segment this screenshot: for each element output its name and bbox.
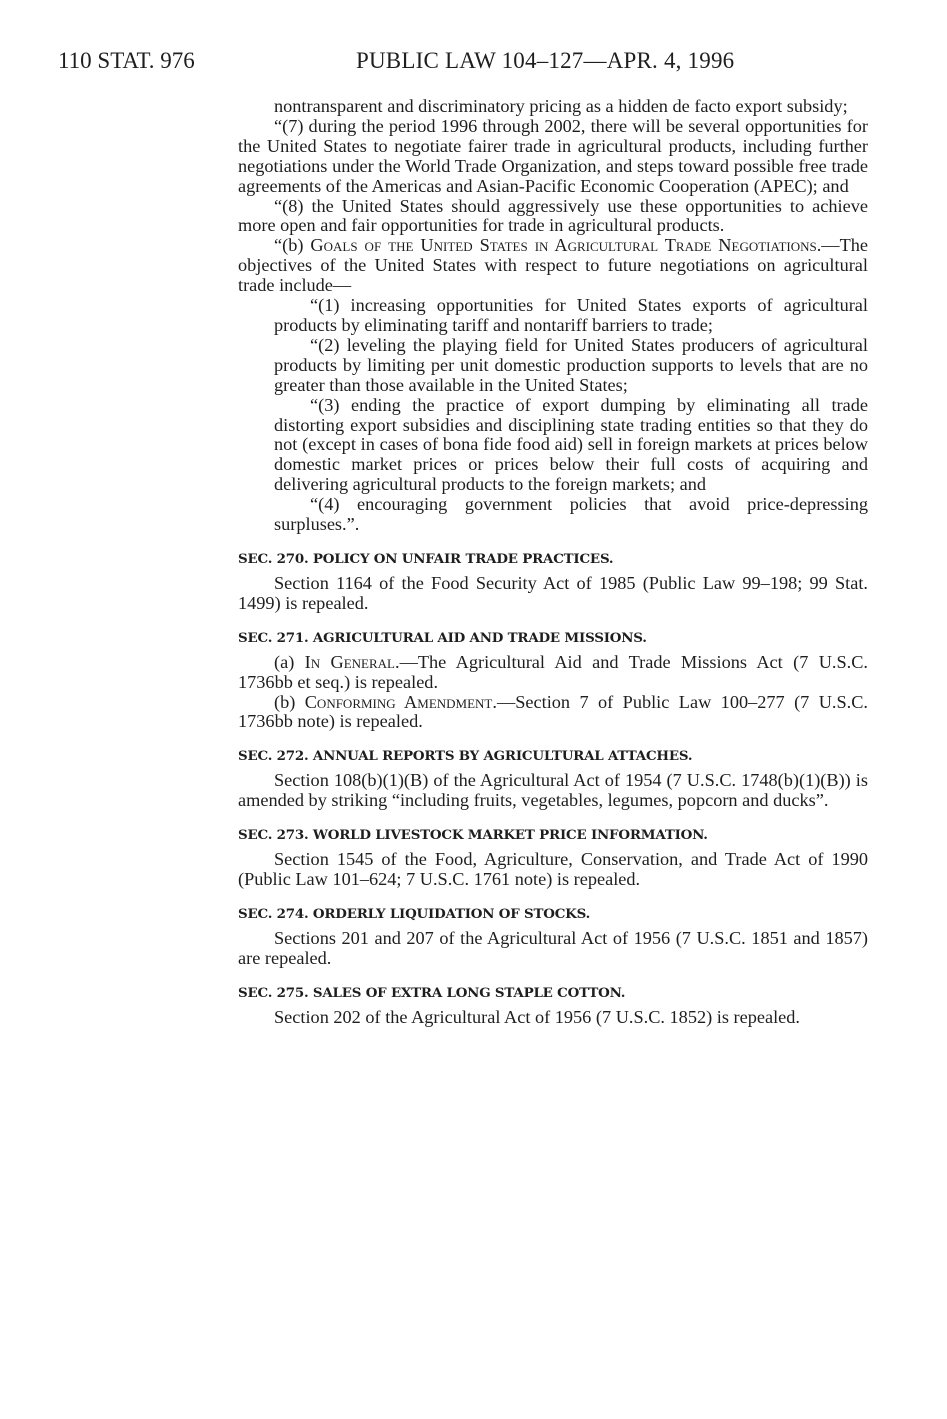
paragraph-8: “(8) the United States should aggressively use these opportunities to achieve more open and fair opportunities for trade in agricultural products. <box>238 195 868 236</box>
subsection-b-heading: Goals of the United States in Agricultural Trade Negotiations. <box>310 235 822 256</box>
section-271-a-heading: In General. <box>304 651 400 672</box>
section-271-b-heading: Conforming Amendment. <box>304 691 497 712</box>
section-273-text: Section 1545 of the Food, Agriculture, Conservation, and Trade Act of 1990 (Public Law 101–624; 7 U.S.C. 1761 note) is repealed. <box>238 849 868 890</box>
section-274-text: Sections 201 and 207 of the Agricultural Act of 1956 (7 U.S.C. 1851 and 1857) are repealed. <box>238 928 868 968</box>
section-270-text: Section 1164 of the Food Security Act of 1985 (Public Law 99–198; 99 Stat. 1499) is repealed. <box>238 572 868 613</box>
section-275-heading: SEC. 275. SALES OF EXTRA LONG STAPLE COTTON. <box>238 984 626 1001</box>
section-271-heading: SEC. 271. AGRICULTURAL AID AND TRADE MISSIONS. <box>238 629 647 646</box>
paragraph-7: “(7) during the period 1996 through 2002, there will be several opportunities for the United States to negotiate fairer trade in agricultural products, including further negotiations under the World Trade Organization, and steps toward possible free trade agreements of the Americas and Asian-Pacific Economic Cooperation (APEC); and <box>238 115 868 196</box>
paragraph-continuation: nontransparent and discriminatory pricing as a hidden de facto export subsidy; <box>274 96 848 116</box>
section-273-heading: SEC. 273. WORLD LIVESTOCK MARKET PRICE INFORMATION. <box>238 827 708 844</box>
section-271-b <box>238 693 868 733</box>
paragraph-b4: “(4) encouraging government policies that avoid price-depressing surpluses.”. <box>274 494 868 535</box>
section-274-heading: SEC. 274. ORDERLY LIQUIDATION OF STOCKS. <box>238 906 591 922</box>
stat-page-number: 110 STAT. 976 <box>58 48 195 73</box>
section-272-heading: SEC. 272. ANNUAL REPORTS BY AGRICULTURAL ATTACHES. <box>238 748 693 765</box>
section-271-b-label: (b) <box>274 691 305 712</box>
paragraph-b1: “(1) increasing opportunities for United States exports of agricultural products by eliminating tariff and nontariff barriers to trade; <box>274 295 868 335</box>
paragraph-b3: “(3) ending the practice of export dumping by eliminating all trade distorting export subsidies and disciplining state trading entities so that they do not (except in cases of bona fide food aid) sell in foreign markets at prices below domestic market prices or prices below their full costs of acquiring and delivering agricultural products to the foreign markets; and <box>274 394 868 495</box>
section-275-text: Section 202 of the Agricultural Act of 1956 (7 U.S.C. 1852) is repealed. <box>274 1006 800 1027</box>
document-body <box>238 97 868 1028</box>
paragraph-b2: “(2) leveling the playing field for United States producers of agricultural products by limiting per unit domestic production supports to levels that are no greater than those available in the United States; <box>274 334 868 395</box>
page-header <box>58 46 887 76</box>
section-272-text: Section 108(b)(1)(B) of the Agricultural Act of 1954 (7 U.S.C. 1748(b)(1)(B)) is amended by striking “including fruits, vegetables, legumes, popcorn and ducks”. <box>238 770 868 811</box>
section-271-a-label: (a) <box>274 651 305 672</box>
subsection-b-label: “(b) <box>274 235 311 256</box>
section-271-b-text: —Section 7 of Public Law 100–277 (7 U.S.C. 1736bb note) is repealed. <box>238 691 868 732</box>
subsection-b <box>238 236 868 296</box>
subsection-b-text: —The objectives of the United States with respect to future negotiations on agricultural trade include— <box>238 235 868 296</box>
section-270-heading: SEC. 270. POLICY ON UNFAIR TRADE PRACTICES. <box>238 550 614 567</box>
section-271-a-text: —The Agricultural Aid and Trade Missions Act (7 U.S.C. 1736bb et seq.) is repealed. <box>238 651 868 692</box>
public-law-citation: PUBLIC LAW 104–127—APR. 4, 1996 <box>356 48 735 73</box>
section-271-a <box>238 653 868 693</box>
